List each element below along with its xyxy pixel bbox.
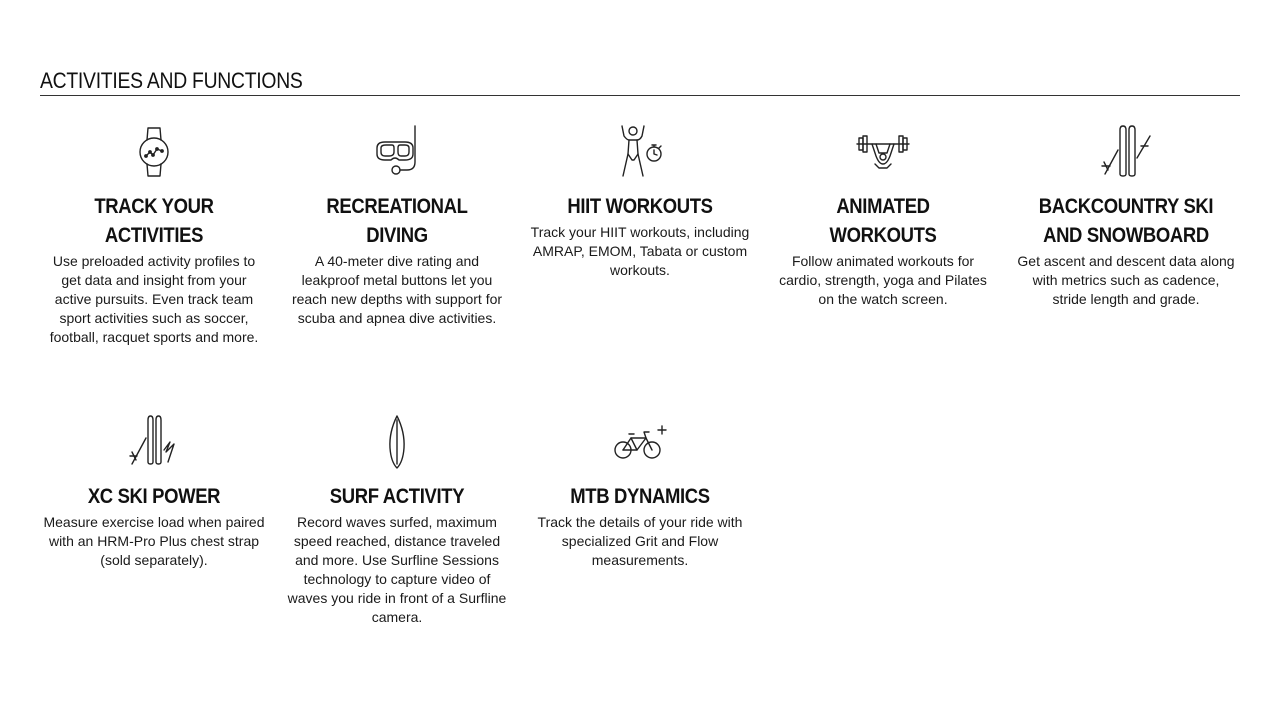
section-divider <box>40 95 1240 96</box>
feature-track-activities <box>40 122 268 412</box>
feature-animated-workouts <box>769 122 997 412</box>
backcountry-skis-icon <box>1096 122 1156 182</box>
hiit-person-stopwatch-icon <box>610 122 670 182</box>
feature-hiit-workouts <box>526 122 754 412</box>
feature-surf-activity <box>283 412 511 702</box>
diving-mask-snorkel-icon <box>367 122 427 182</box>
feature-description: Record waves surfed, maximum speed reached, distance traveled and more. Use Surfline Sessions technology to capture video of waves you ride in front of a Surfline camera. <box>287 514 507 625</box>
surfboard-icon <box>367 412 427 472</box>
feature-description: A 40-meter dive rating and leakproof metal buttons let you reach new depths with support for scuba and apnea dive activities. <box>291 253 503 326</box>
feature-title: BACKCOUNTRY SKI AND SNOWBOARD <box>1038 195 1214 247</box>
feature-title: MTB DYNAMICS <box>570 485 710 508</box>
feature-description: Follow animated workouts for cardio, strength, yoga and Pilates on the watch screen. <box>779 253 987 307</box>
smartwatch-activity-icon <box>124 122 184 182</box>
feature-mtb-dynamics <box>526 412 754 702</box>
section-title: ACTIVITIES AND FUNCTIONS <box>40 68 303 93</box>
feature-title: TRACK YOUR ACTIVITIES <box>94 195 214 247</box>
feature-description: Get ascent and descent data along with metrics such as cadence, stride length and grade. <box>1017 253 1235 307</box>
feature-title: RECREATIONAL DIVING <box>326 195 468 247</box>
feature-title: SURF ACTIVITY <box>329 485 465 508</box>
feature-recreational-diving <box>283 122 511 412</box>
feature-description: Use preloaded activity profiles to get data and insight from your active pursuits. Even track team sport activities such as soccer, football, racquet sports and more. <box>49 253 259 345</box>
mountain-bike-icon <box>610 412 670 472</box>
feature-title: ANIMATED WORKOUTS <box>829 195 937 247</box>
feature-backcountry-ski <box>1012 122 1240 412</box>
feature-description: Track the details of your ride with specialized Grit and Flow measurements. <box>537 514 743 568</box>
features-grid <box>40 122 1255 702</box>
feature-description: Track your HIIT workouts, including AMRAP, EMOM, Tabata or custom workouts. <box>530 224 750 278</box>
feature-description: Measure exercise load when paired with an HRM-Pro Plus chest strap (sold separately). <box>43 514 265 568</box>
xc-ski-power-icon <box>124 412 184 472</box>
feature-title: HIIT WORKOUTS <box>567 195 713 218</box>
feature-title: XC SKI POWER <box>87 485 221 508</box>
barbell-workout-icon <box>853 122 913 182</box>
feature-xc-ski-power <box>40 412 268 702</box>
